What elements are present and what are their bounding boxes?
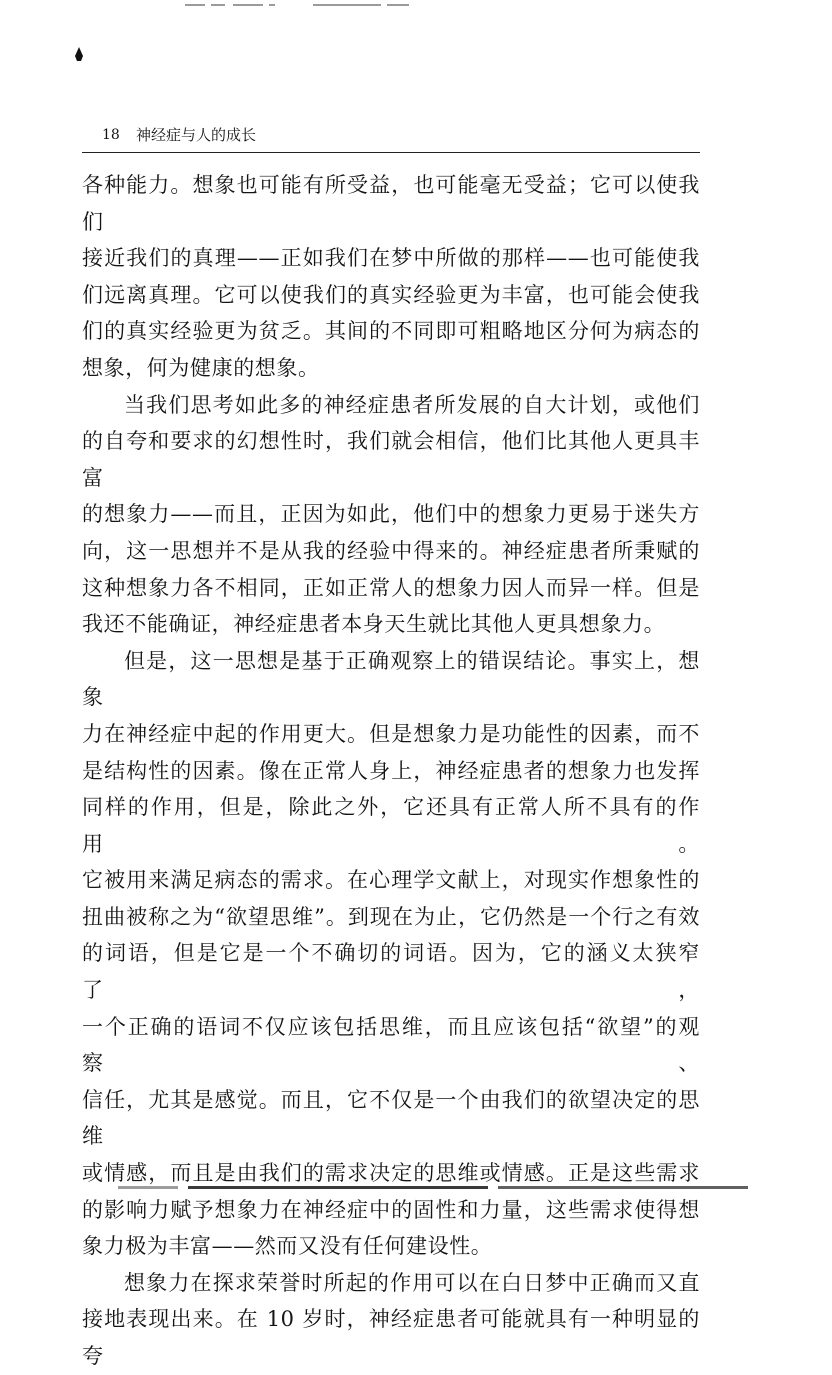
page-number: 18	[102, 127, 120, 143]
text-line: 扭曲被称之为“欲望思维”。到现在为止，它仍然是一个行之有效	[82, 904, 700, 929]
text-line: 或情感，而且是由我们的需求决定的思维或情感。正是这些需求	[82, 1161, 700, 1186]
book-title: 神经症与人的成长	[136, 126, 257, 144]
body-text	[82, 167, 700, 1375]
paragraph-1	[82, 167, 700, 387]
paragraph-4	[82, 1265, 700, 1375]
text-line: 们的真实经验更为贫乏。其间的不同即可粗略地区分何为病态的	[82, 319, 700, 344]
text-line: 接地表现出来。在 10 岁时，神经症患者可能就具有一种明显的夸	[82, 1307, 700, 1368]
scan-artifact-bottom	[118, 1186, 818, 1189]
text-line: 各种能力。想象也可能有所受益，也可能毫无受益；它可以使我们	[82, 173, 700, 234]
text-line: 力在神经症中起的作用更大。但是想象力是功能性的因素，而不	[82, 721, 700, 746]
paragraph-2	[82, 387, 700, 643]
text-line: 的词语，但是它是一个不确切的词语。因为，它的涵义太狭窄了，	[82, 941, 700, 1003]
text-line: 想象，何为健康的想象。	[82, 355, 320, 380]
text-line: 想象力在探求荣誉时所起的作用可以在白日梦中正确而又直	[124, 1270, 700, 1295]
text-line: 信任，尤其是感觉。而且，它不仅是一个由我们的欲望决定的思维	[82, 1087, 700, 1149]
text-line: 们远离真理。它可以使我们的真实经验更为丰富，也可能会使我	[82, 282, 700, 307]
text-line: 是结构性的因素。像在正常人身上，神经症患者的想象力也发挥	[82, 758, 700, 783]
text-line: 的想象力——而且，正因为如此，他们中的想象力更易于迷失方	[82, 502, 700, 527]
text-line: 象力极为丰富——然而又没有任何建设性。	[82, 1234, 493, 1259]
text-line: 当我们思考如此多的神经症患者所发展的自大计划，或他们	[124, 392, 700, 417]
text-line: 这种想象力各不相同，正如正常人的想象力因人而异一样。但是	[82, 575, 700, 600]
running-header	[82, 124, 700, 148]
scan-artifact-top	[185, 4, 415, 7]
text-line: 一个正确的语词不仅应该包括思维，而且应该包括“欲望”的观察、	[82, 1014, 700, 1076]
paragraph-3	[82, 643, 700, 1265]
text-line: 我还不能确证，神经症患者本身天生就比其他人更具想象力。	[82, 612, 666, 637]
text-line: 接近我们的真理——正如我们在梦中所做的那样——也可能使我	[82, 246, 700, 271]
text-line: 它被用来满足病态的需求。在心理学文献上，对现实作想象性的	[82, 868, 700, 893]
text-line: 的影响力赋予想象力在神经症中的固性和力量，这些需求使得想	[82, 1197, 700, 1222]
ink-spot-icon	[74, 47, 84, 61]
text-line: 但是，这一思想是基于正确观察上的错误结论。事实上，想象	[82, 648, 700, 710]
text-line: 的自夸和要求的幻想性时，我们就会相信，他们比其他人更具丰富	[82, 429, 700, 490]
text-line: 向，这一思想并不是从我的经验中得来的。神经症患者所秉赋的	[82, 538, 700, 563]
header-rule	[82, 152, 700, 153]
text-line: 同样的作用，但是，除此之外，它还具有正常人所不具有的作用。	[82, 795, 700, 856]
